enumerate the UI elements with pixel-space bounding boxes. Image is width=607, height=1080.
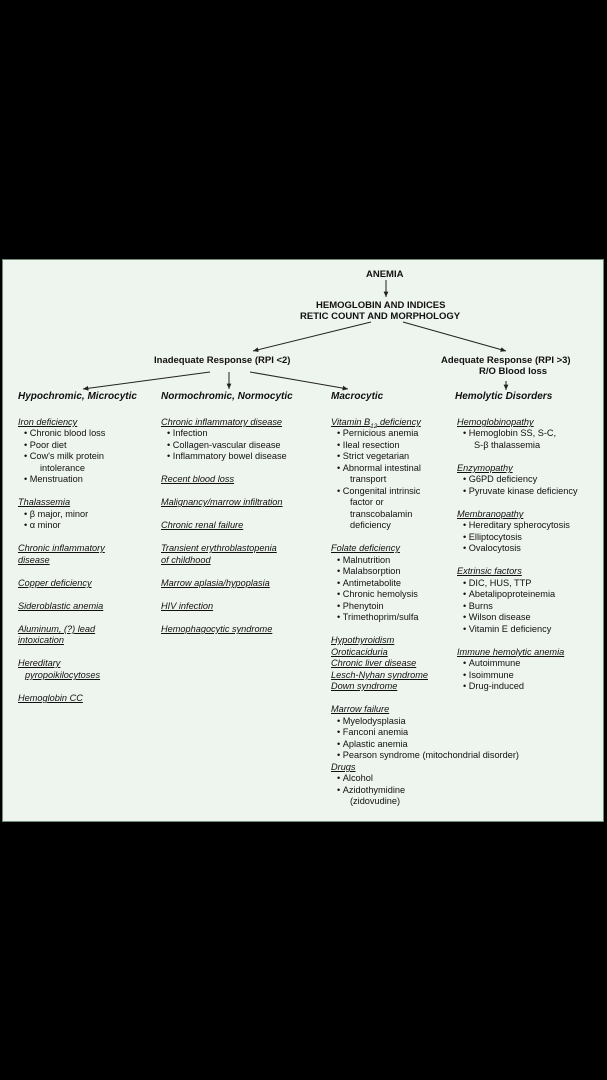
category-hereditary: Hereditary (18, 658, 61, 668)
category-hereditary-cont: pyropoikilocytoses (25, 670, 101, 680)
list-item: • Inflammatory bowel disease (167, 451, 287, 463)
category-thalassemia: Thalassemia (18, 497, 71, 507)
category-membranopathy: Membranopathy (457, 509, 524, 519)
heading-hypochromic: Hypochromic, Microcytic (18, 391, 137, 402)
list-item: • Trimethoprim/sulfa (337, 612, 419, 624)
list-item: • Phenytoin (337, 601, 384, 613)
list-item: • Hereditary spherocytosis (463, 520, 570, 532)
list-item: • Congenital intrinsic (337, 486, 420, 498)
list-item: • Chronic hemolysis (337, 589, 418, 601)
list-item: • Aplastic anemia (337, 739, 408, 751)
list-item: • Hemoglobin SS, S-C, (463, 428, 556, 440)
list-item: • Malnutrition (337, 555, 390, 567)
category-lesch-nyhan: Lesch-Nyhan syndrome (331, 670, 429, 680)
list-item: • Abetalipoproteinemia (463, 589, 555, 601)
node-hemoglobin-indices: HEMOGLOBIN AND INDICES (316, 300, 446, 311)
list-item-continued: intolerance (40, 463, 85, 473)
category-enzymopathy: Enzymopathy (457, 463, 513, 473)
vitamin-b12-subscript: 12 (370, 422, 378, 430)
heading-macrocytic: Macrocytic (331, 391, 384, 402)
list-item-continued: deficiency (350, 520, 391, 530)
list-item-continued: factor or (350, 497, 384, 507)
list-item: • Elliptocytosis (463, 532, 522, 544)
arrow-to-hypochromic (83, 372, 210, 389)
list-item: • β major, minor (24, 509, 88, 521)
arrow-to-macrocytic (250, 372, 348, 389)
list-item: • Fanconi anemia (337, 727, 408, 739)
node-adequate-response: Adequate Response (RPI >3) (441, 355, 571, 366)
category-immune-hemolytic-anemia: Immune hemolytic anemia (457, 647, 565, 657)
list-item: • Infection (167, 428, 208, 440)
list-item: • Menstruation (24, 474, 83, 486)
list-item-continued: (zidovudine) (350, 796, 401, 806)
category-chronic-inflammatory-disease: Chronic inflammatory disease (161, 417, 283, 427)
category-transient-erythroblastopenia: Transient erythroblastopenia (161, 543, 277, 553)
list-item: • Isoimmune (463, 670, 514, 682)
category-recent-blood-loss: Recent blood loss (161, 474, 235, 484)
category-chronic-inflammatory: Chronic inflammatory (18, 543, 105, 553)
category-aluminum-lead-cont: intoxication (18, 635, 64, 645)
category-iron-deficiency: Iron deficiency (18, 417, 78, 427)
category-sideroblastic-anemia: Sideroblastic anemia (18, 601, 104, 611)
category-oroticaciduria: Oroticaciduria (331, 647, 388, 657)
category-chronic-inflammatory-cont: disease (18, 555, 50, 565)
list-item: • Antimetabolite (337, 578, 401, 590)
vitamin-b12-prefix: Vitamin B (331, 417, 371, 427)
list-item: • Abnormal intestinal (337, 463, 421, 475)
category-hiv-infection: HIV infection (161, 601, 214, 611)
category-copper-deficiency: Copper deficiency (18, 578, 92, 588)
list-item: • DIC, HUS, TTP (463, 578, 531, 590)
category-hemoglobin-cc: Hemoglobin CC (18, 693, 83, 703)
list-item: • Autoimmune (463, 658, 520, 670)
list-item: • Burns (463, 601, 493, 613)
list-item: • α minor (24, 520, 61, 532)
list-item: • Strict vegetarian (337, 451, 409, 463)
anemia-flowchart (2, 259, 604, 822)
category-drugs: Drugs (331, 762, 356, 772)
category-malignancy: Malignancy/marrow infiltration (161, 497, 283, 507)
list-item: • Malabsorption (337, 566, 401, 578)
list-item: • Ovalocytosis (463, 543, 521, 555)
category-aluminum-lead: Aluminum, (?) lead (18, 624, 96, 634)
node-inadequate-response: Inadequate Response (RPI <2) (154, 355, 291, 366)
list-item: • Alcohol (337, 773, 373, 785)
category-folate-deficiency: Folate deficiency (331, 543, 400, 553)
list-item: • Poor diet (24, 440, 67, 452)
arrow-to-inadequate (253, 322, 371, 351)
list-item: • Chronic blood loss (24, 428, 105, 440)
category-hypothyroidism: Hypothyroidism (331, 635, 395, 645)
list-item-continued: S-β thalassemia (474, 440, 541, 450)
heading-hemolytic: Hemolytic Disorders (455, 391, 553, 402)
category-hemophagocytic-syndrome: Hemophagocytic syndrome (161, 624, 273, 634)
list-item-continued: transport (350, 474, 387, 484)
category-extrinsic-factors: Extrinsic factors (457, 566, 522, 576)
list-item: • Pyruvate kinase deficiency (463, 486, 578, 498)
list-item: • Vitamin E deficiency (463, 624, 551, 636)
category-marrow-aplasia: Marrow aplasia/hypoplasia (161, 578, 270, 588)
category-down-syndrome: Down syndrome (331, 681, 398, 691)
category-chronic-renal-failure: Chronic renal failure (161, 520, 244, 530)
node-rule-out-blood-loss: R/O Blood loss (479, 366, 548, 377)
list-item-continued: transcobalamin (350, 509, 413, 519)
list-item: • G6PD deficiency (463, 474, 537, 486)
list-item: • Azidothymidine (337, 785, 405, 797)
list-item: • Pearson syndrome (mitochondrial disorder) (337, 750, 519, 762)
heading-normochromic: Normochromic, Normocytic (161, 391, 293, 402)
list-item: • Wilson disease (463, 612, 531, 624)
category-hemoglobinopathy: Hemoglobinopathy (457, 417, 534, 427)
arrow-to-adequate (403, 322, 506, 351)
category-chronic-liver-disease: Chronic liver disease (331, 658, 417, 668)
list-item: • Ileal resection (337, 440, 399, 452)
list-item: • Pernicious anemia (337, 428, 418, 440)
list-item: • Myelodysplasia (337, 716, 406, 728)
node-retic-count: RETIC COUNT AND MORPHOLOGY (300, 311, 461, 322)
vitamin-b12-suffix: deficiency (377, 417, 421, 427)
list-item: • Cow's milk protein (24, 451, 104, 463)
node-anemia: ANEMIA (366, 269, 404, 280)
category-transient-erythroblastopenia-cont: of childhood (161, 555, 211, 565)
category-marrow-failure: Marrow failure (331, 704, 390, 714)
list-item: • Collagen-vascular disease (167, 440, 281, 452)
list-item: • Drug-induced (463, 681, 524, 693)
